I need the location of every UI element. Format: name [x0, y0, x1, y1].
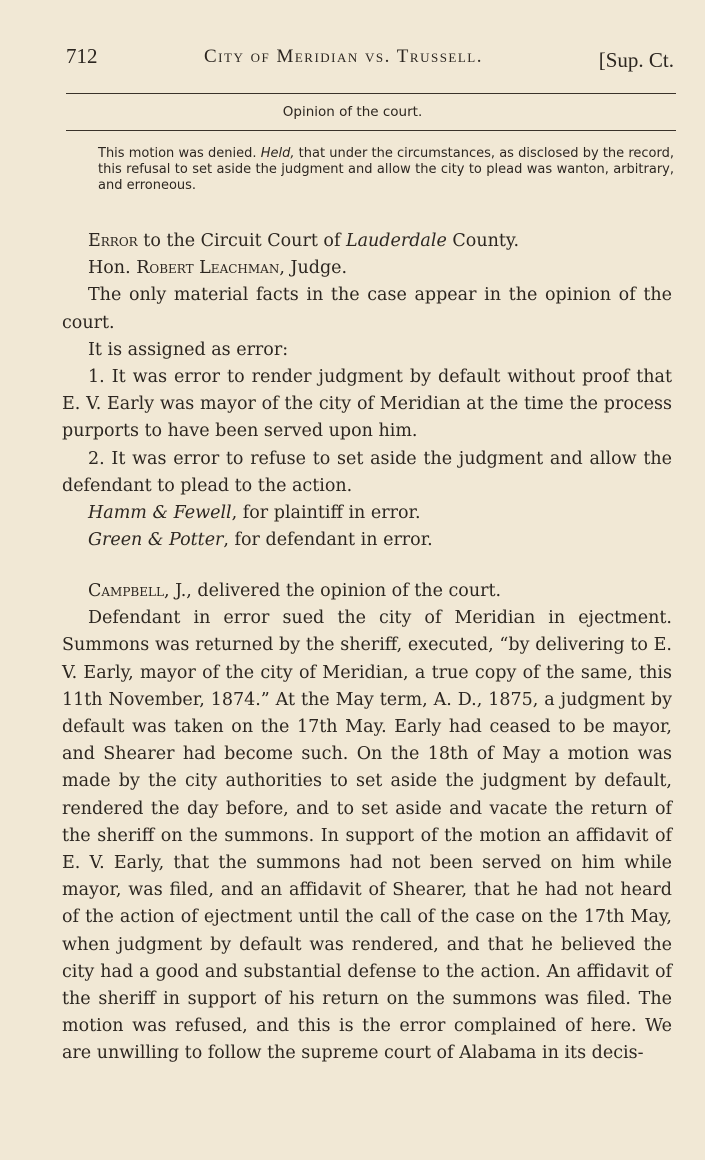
- opinion-intro-text: , J., delivered the opinion of the court.: [163, 581, 502, 601]
- opinion-intro: [62, 578, 672, 605]
- facts-paragraph: The only material facts in the case appear in the opinion of the court.: [62, 285, 672, 333]
- counsel-defendant: [62, 527, 672, 554]
- opinion-judge: Campbell: [88, 581, 164, 601]
- judge-suffix: , Judge.: [279, 258, 348, 279]
- error-label: Error: [88, 231, 138, 251]
- subheading-rule: [66, 130, 676, 131]
- counsel-plaintiff-role: , for plaintiff in error.: [231, 503, 421, 524]
- headnote-intro: This motion was denied.: [98, 146, 261, 161]
- headnote: [98, 146, 674, 194]
- page-number: 712: [66, 44, 98, 68]
- running-title: City of Meridian vs. Trussell.: [204, 46, 484, 67]
- headnote-text: that under the circumstances, as disclosed by the record, this refusal to set aside the judgment and allow the city to plead was wanton, arbitrary, and erroneous.: [98, 146, 674, 193]
- county-name: Lauderdale: [345, 231, 447, 251]
- court-abbreviation: [Sup. Ct.: [598, 48, 674, 72]
- counsel-plaintiff: [62, 500, 672, 527]
- case-statement: [62, 228, 672, 554]
- counsel-plaintiff-names: Hamm & Fewell: [88, 503, 232, 524]
- county-suffix: County.: [446, 231, 520, 251]
- error-one-paragraph: 1. It was error to render judgment by default without proof that E. V. Early was mayor of the city of Meridian at the time the process purports to have been served upon him.: [62, 367, 672, 442]
- opinion-paragraph: Defendant in error sued the city of Meridian in ejectment. Summons was returned by the sheriff, executed, “by delivering to E. V. Early, mayor of the city of Meridian, a true copy of the same, this 11th November, 1874.” At the May term, A. D., 1875, a judgment by default was taken on the 17th May. Early had ceased to be mayor, and Shearer had become such. On the 18th of May a motion was made by the city authorities to set aside the judgment by default, rendered the day before, and to set aside and vacate the return of the sheriff on the summons. In support of the motion an affidavit of E. V. Early, that the summons had not been served on him while mayor, was filed, and an affidavit of Shearer, that he had not heard of the action of ejectment until the call of the case on the 17th May, when judgment by default was rendered, and that he believed the city had a good and substantial defense to the action. An affidavit of the sheriff in support of his return on the summons was filed. The motion was refused, and this is the error complained of here. We are unwilling to follow the supreme court of Alabama in its decis-: [62, 608, 672, 1064]
- judge-line: [62, 255, 672, 282]
- opinion: [62, 578, 672, 1068]
- error-two-paragraph: 2. It was error to refuse to set aside the judgment and allow the defendant to plead to the action.: [62, 448, 672, 496]
- headnote-held: Held,: [260, 146, 295, 161]
- counsel-defendant-names: Green & Potter: [88, 530, 224, 551]
- headnote-paragraph: [98, 146, 674, 194]
- error-text: to the Circuit Court of: [137, 231, 346, 251]
- counsel-defendant-role: , for defendant in error.: [223, 530, 433, 551]
- judge-prefix: Hon.: [88, 258, 137, 279]
- header-rule: [66, 93, 676, 94]
- error-line: [62, 228, 672, 255]
- assigned-line: It is assigned as error:: [88, 339, 289, 360]
- judge-name: Robert Leachman: [136, 258, 280, 279]
- running-header: [66, 44, 676, 74]
- section-subheading: Opinion of the court.: [282, 104, 423, 120]
